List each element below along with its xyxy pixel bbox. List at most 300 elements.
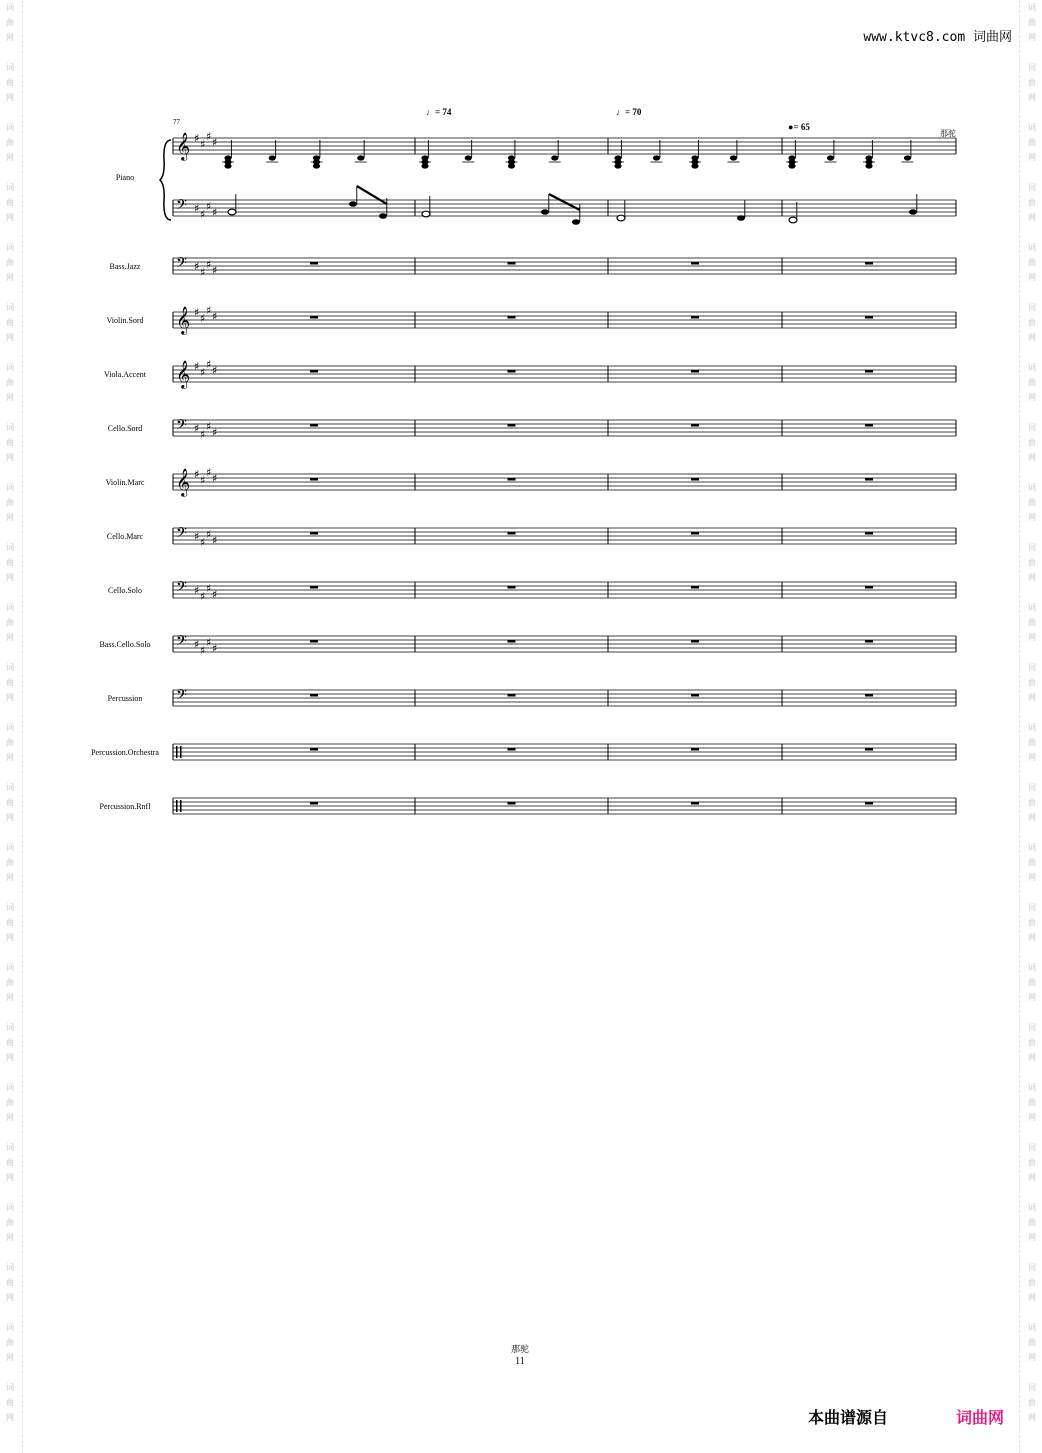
watermark-glyph: 词 bbox=[6, 603, 14, 612]
watermark-glyph: 曲 bbox=[6, 858, 14, 867]
watermark-glyph: 网 bbox=[1028, 1113, 1036, 1122]
instrument-label-piano: Piano bbox=[115, 173, 135, 182]
measure-number: 77 bbox=[173, 118, 180, 126]
note-head bbox=[421, 163, 428, 168]
watermark-glyph: 曲 bbox=[6, 738, 14, 747]
note-head bbox=[349, 201, 357, 207]
watermark-glyph: 网 bbox=[1028, 333, 1036, 342]
bass-clef-icon: 𝄢 bbox=[176, 579, 187, 599]
watermark-glyph: 曲 bbox=[6, 1338, 14, 1347]
note-head bbox=[614, 163, 621, 168]
note-head bbox=[313, 163, 320, 168]
watermark-glyph: 词 bbox=[6, 843, 14, 852]
watermark-glyph: 网 bbox=[1028, 453, 1036, 462]
instrument-label-bass-jazz: Bass.Jazz bbox=[109, 262, 141, 271]
watermark-glyph: 网 bbox=[1028, 813, 1036, 822]
whole-rest bbox=[865, 532, 873, 535]
sharp-icon: ♯ bbox=[194, 360, 200, 373]
watermark-glyph: 网 bbox=[1028, 693, 1036, 702]
whole-rest bbox=[310, 586, 318, 589]
watermark-glyph: 网 bbox=[6, 1413, 14, 1422]
watermark-glyph: 网 bbox=[6, 633, 14, 642]
note-head bbox=[508, 163, 515, 168]
note-head bbox=[224, 163, 231, 168]
sharp-icon: ♯ bbox=[206, 258, 212, 271]
watermark-glyph: 词 bbox=[1028, 783, 1036, 792]
instrument-label-bass-cello-solo: Bass.Cello.Solo bbox=[99, 640, 151, 649]
page-number: 11 bbox=[515, 1356, 525, 1367]
whole-rest bbox=[310, 370, 318, 373]
note-head bbox=[788, 163, 795, 168]
instrument-label-cello-marc: Cello.Marc bbox=[106, 532, 144, 541]
sharp-icon: ♯ bbox=[212, 136, 218, 149]
watermark-glyph: 词 bbox=[6, 363, 14, 372]
sharp-icon: ♯ bbox=[212, 264, 218, 277]
whole-rest bbox=[691, 532, 699, 535]
watermark-glyph: 曲 bbox=[6, 1038, 14, 1047]
watermark-glyph: 网 bbox=[1028, 93, 1036, 102]
watermark-glyph: 网 bbox=[1028, 753, 1036, 762]
watermark-glyph: 词 bbox=[6, 723, 14, 732]
watermark-glyph: 词 bbox=[1028, 363, 1036, 372]
note-head bbox=[737, 215, 745, 221]
instrument-label-percussion-rnfl: Percussion.Rnfl bbox=[99, 802, 151, 811]
sharp-icon: ♯ bbox=[206, 528, 212, 541]
instrument-label-cello-sord: Cello.Sord bbox=[107, 424, 143, 433]
sharp-icon: ♯ bbox=[212, 472, 218, 485]
watermark-glyph: 词 bbox=[6, 1023, 14, 1032]
staff bbox=[173, 197, 956, 221]
whole-rest bbox=[865, 640, 873, 643]
watermark-glyph: 曲 bbox=[6, 438, 14, 447]
perc-bar bbox=[180, 746, 182, 758]
watermark-glyph: 词 bbox=[1028, 243, 1036, 252]
watermark-glyph: 词 bbox=[1028, 1203, 1036, 1212]
sharp-icon: ♯ bbox=[200, 428, 206, 441]
watermark-glyph: 曲 bbox=[1028, 1218, 1036, 1227]
watermark-glyph: 网 bbox=[6, 693, 14, 702]
source-label: 本曲谱源自 bbox=[808, 1408, 889, 1427]
watermark-glyph: 曲 bbox=[1028, 738, 1036, 747]
staff bbox=[173, 358, 956, 389]
watermark-glyph: 词 bbox=[1028, 1023, 1036, 1032]
watermark-glyph: 曲 bbox=[1028, 138, 1036, 147]
watermark-glyph: 网 bbox=[6, 753, 14, 762]
staff bbox=[173, 687, 956, 707]
watermark-glyph: 曲 bbox=[1028, 1278, 1036, 1287]
watermark-glyph: 词 bbox=[6, 1083, 14, 1092]
instrument-label-violin-sord: Violin.Sord bbox=[106, 316, 144, 325]
sharp-icon: ♯ bbox=[200, 266, 206, 279]
whole-rest bbox=[691, 748, 699, 751]
treble-clef-icon: 𝄞 bbox=[176, 360, 191, 388]
bass-clef-icon: 𝄢 bbox=[176, 255, 187, 275]
watermark-glyph: 曲 bbox=[1028, 1158, 1036, 1167]
sharp-icon: ♯ bbox=[194, 422, 200, 435]
sharp-icon: ♯ bbox=[200, 474, 206, 487]
whole-rest bbox=[310, 532, 318, 535]
half-note-icon: ♩ bbox=[426, 107, 435, 117]
note-head bbox=[909, 209, 917, 215]
note-head bbox=[904, 155, 911, 160]
bass-clef-icon: 𝄢 bbox=[176, 197, 187, 217]
note-head bbox=[269, 155, 276, 160]
whole-rest bbox=[691, 424, 699, 427]
watermark-glyph: 曲 bbox=[6, 1278, 14, 1287]
staff bbox=[173, 525, 956, 549]
watermark-glyph: 网 bbox=[6, 513, 14, 522]
watermark-glyph: 网 bbox=[1028, 1173, 1036, 1182]
watermark-glyph: 词 bbox=[6, 1143, 14, 1152]
sharp-icon: ♯ bbox=[212, 642, 218, 655]
watermark-glyph: 曲 bbox=[1028, 18, 1036, 27]
instrument-label-cello-solo: Cello.Solo bbox=[107, 586, 142, 595]
watermark-glyph: 曲 bbox=[1028, 1098, 1036, 1107]
whole-rest bbox=[865, 424, 873, 427]
whole-rest bbox=[310, 640, 318, 643]
watermark-glyph: 词 bbox=[1028, 423, 1036, 432]
watermark-glyph: 网 bbox=[1028, 1413, 1036, 1422]
watermark-glyph: 网 bbox=[6, 213, 14, 222]
watermark-glyph: 网 bbox=[6, 933, 14, 942]
watermark-glyph: 曲 bbox=[6, 258, 14, 267]
note-head bbox=[465, 155, 472, 160]
watermark-glyph: 网 bbox=[6, 393, 14, 402]
watermark-glyph: 词 bbox=[1028, 723, 1036, 732]
whole-rest bbox=[508, 748, 516, 751]
watermark-glyph: 网 bbox=[6, 153, 14, 162]
note-head bbox=[228, 209, 236, 215]
whole-rest bbox=[865, 478, 873, 481]
perc-bar bbox=[180, 800, 182, 812]
whole-rest bbox=[865, 262, 873, 265]
note-head bbox=[730, 155, 737, 160]
watermark-glyph: 词 bbox=[1028, 483, 1036, 492]
watermark-glyph: 网 bbox=[1028, 873, 1036, 882]
watermark-glyph: 曲 bbox=[1028, 618, 1036, 627]
whole-rest bbox=[508, 424, 516, 427]
sharp-icon: ♯ bbox=[200, 644, 206, 657]
sharp-icon: ♯ bbox=[206, 200, 212, 213]
sharp-icon: ♯ bbox=[212, 426, 218, 439]
sharp-icon: ♯ bbox=[206, 130, 212, 143]
watermark-glyph: 网 bbox=[1028, 1053, 1036, 1062]
watermark-glyph: 网 bbox=[6, 1293, 14, 1302]
watermark-glyph: 词 bbox=[6, 1203, 14, 1212]
site-url[interactable]: www.ktvc8.com bbox=[863, 30, 966, 45]
sharp-icon: ♯ bbox=[200, 536, 206, 549]
watermark-glyph: 网 bbox=[6, 1113, 14, 1122]
watermark-glyph: 词 bbox=[1028, 123, 1036, 132]
staff bbox=[173, 579, 956, 603]
instrument-label-percussion-orchestra: Percussion.Orchestra bbox=[91, 748, 159, 757]
staff bbox=[173, 304, 956, 335]
note-head bbox=[653, 155, 660, 160]
watermark-glyph: 曲 bbox=[1028, 678, 1036, 687]
watermark-glyph: 曲 bbox=[6, 678, 14, 687]
watermark-glyph: 曲 bbox=[1028, 438, 1036, 447]
note-head bbox=[572, 219, 580, 225]
watermark-glyph: 网 bbox=[6, 993, 14, 1002]
watermark-glyph: 词 bbox=[1028, 603, 1036, 612]
sharp-icon: ♯ bbox=[200, 366, 206, 379]
watermark-glyph: 曲 bbox=[1028, 1338, 1036, 1347]
sharp-icon: ♯ bbox=[194, 202, 200, 215]
whole-rest bbox=[508, 802, 516, 805]
staff bbox=[173, 255, 956, 279]
watermark-glyph: 词 bbox=[1028, 963, 1036, 972]
watermark-glyph: 词 bbox=[1028, 303, 1036, 312]
watermark-glyph: 曲 bbox=[6, 1398, 14, 1407]
whole-rest bbox=[508, 640, 516, 643]
watermark-glyph: 网 bbox=[1028, 393, 1036, 402]
watermark-glyph: 词 bbox=[6, 483, 14, 492]
source-brand[interactable]: 词曲网 bbox=[956, 1408, 1005, 1427]
watermark-glyph: 网 bbox=[6, 273, 14, 282]
whole-rest bbox=[691, 262, 699, 265]
watermark-glyph: 曲 bbox=[6, 1158, 14, 1167]
sharp-icon: ♯ bbox=[200, 590, 206, 603]
watermark-glyph: 网 bbox=[1028, 993, 1036, 1002]
watermark-glyph: 网 bbox=[1028, 1233, 1036, 1242]
sharp-icon: ♯ bbox=[212, 206, 218, 219]
watermark-glyph: 曲 bbox=[1028, 258, 1036, 267]
whole-rest bbox=[310, 748, 318, 751]
treble-clef-icon: 𝄞 bbox=[176, 132, 191, 160]
watermark-glyph: 词 bbox=[6, 303, 14, 312]
whole-rest bbox=[865, 748, 873, 751]
watermark-glyph: 词 bbox=[1028, 663, 1036, 672]
whole-rest bbox=[508, 586, 516, 589]
watermark-glyph: 词 bbox=[6, 123, 14, 132]
watermark-glyph: 曲 bbox=[6, 318, 14, 327]
site-name: 词曲网 bbox=[972, 30, 1012, 45]
watermark-glyph: 曲 bbox=[6, 618, 14, 627]
whole-rest bbox=[310, 316, 318, 319]
treble-clef-icon: 𝄞 bbox=[176, 468, 191, 496]
sharp-icon: ♯ bbox=[212, 588, 218, 601]
note-head bbox=[789, 217, 797, 223]
staff bbox=[173, 466, 956, 497]
watermark-glyph: 词 bbox=[6, 183, 14, 192]
watermark-glyph: 词 bbox=[6, 783, 14, 792]
watermark-glyph: 词 bbox=[1028, 1263, 1036, 1272]
sharp-icon: ♯ bbox=[212, 364, 218, 377]
whole-rest bbox=[691, 586, 699, 589]
watermark-glyph: 网 bbox=[1028, 213, 1036, 222]
composer-mark-top: 那驼 bbox=[940, 129, 956, 138]
watermark-glyph: 曲 bbox=[1028, 198, 1036, 207]
whole-rest bbox=[865, 316, 873, 319]
sharp-icon: ♯ bbox=[206, 466, 212, 479]
note-head bbox=[357, 155, 364, 160]
tempo-marking-2: ♩= 70 bbox=[616, 107, 642, 117]
watermark-glyph: 网 bbox=[6, 573, 14, 582]
watermark-glyph: 网 bbox=[1028, 1293, 1036, 1302]
watermark-glyph: 曲 bbox=[6, 978, 14, 987]
watermark-glyph: 网 bbox=[1028, 1353, 1036, 1362]
watermark-glyph: 曲 bbox=[1028, 318, 1036, 327]
watermark-glyph: 词 bbox=[6, 1263, 14, 1272]
footer-composer: 那驼 bbox=[510, 1345, 529, 1355]
watermark-glyph: 曲 bbox=[6, 1218, 14, 1227]
watermark-glyph: 词 bbox=[1028, 3, 1036, 12]
watermark-glyph: 网 bbox=[6, 333, 14, 342]
watermark-glyph: 曲 bbox=[1028, 1398, 1036, 1407]
whole-rest bbox=[310, 478, 318, 481]
note-head bbox=[827, 155, 834, 160]
whole-rest bbox=[865, 694, 873, 697]
watermark-glyph: 曲 bbox=[1028, 498, 1036, 507]
watermark-glyph: 曲 bbox=[6, 138, 14, 147]
beam bbox=[357, 186, 387, 204]
sharp-icon: ♯ bbox=[194, 132, 200, 145]
whole-rest bbox=[691, 802, 699, 805]
sharp-icon: ♯ bbox=[194, 584, 200, 597]
watermark-glyph: 曲 bbox=[1028, 78, 1036, 87]
sharp-icon: ♯ bbox=[194, 638, 200, 651]
watermark-glyph: 词 bbox=[1028, 1383, 1036, 1392]
whole-note-icon: ● bbox=[788, 122, 794, 132]
bass-clef-icon: 𝄢 bbox=[176, 633, 187, 653]
watermark-glyph: 网 bbox=[6, 93, 14, 102]
whole-rest bbox=[508, 262, 516, 265]
note-head bbox=[691, 163, 698, 168]
watermark-glyph: 曲 bbox=[1028, 558, 1036, 567]
watermark-glyph: 曲 bbox=[1028, 978, 1036, 987]
whole-rest bbox=[691, 640, 699, 643]
sharp-icon: ♯ bbox=[200, 312, 206, 325]
whole-rest bbox=[310, 424, 318, 427]
watermark-glyph: 网 bbox=[6, 1053, 14, 1062]
staff bbox=[173, 744, 956, 760]
sharp-icon: ♯ bbox=[206, 636, 212, 649]
watermark-glyph: 词 bbox=[1028, 543, 1036, 552]
sharp-icon: ♯ bbox=[212, 310, 218, 323]
sharp-icon: ♯ bbox=[206, 304, 212, 317]
watermark-glyph: 曲 bbox=[1028, 378, 1036, 387]
watermark-glyph: 网 bbox=[6, 1233, 14, 1242]
sharp-icon: ♯ bbox=[194, 468, 200, 481]
sharp-icon: ♯ bbox=[206, 420, 212, 433]
tempo-marking-3: ●= 65 bbox=[788, 122, 810, 132]
staff bbox=[173, 798, 956, 814]
watermark-glyph: 曲 bbox=[6, 798, 14, 807]
watermark-glyph: 词 bbox=[6, 63, 14, 72]
instrument-label-viola-accent: Viola.Accent bbox=[104, 370, 146, 379]
watermark-glyph: 网 bbox=[6, 1173, 14, 1182]
watermark-glyph: 词 bbox=[6, 1323, 14, 1332]
note-head bbox=[379, 213, 387, 219]
watermark-glyph: 曲 bbox=[1028, 918, 1036, 927]
whole-rest bbox=[691, 694, 699, 697]
note-head bbox=[541, 209, 549, 215]
whole-rest bbox=[865, 586, 873, 589]
sharp-icon: ♯ bbox=[212, 534, 218, 547]
sharp-icon: ♯ bbox=[200, 208, 206, 221]
watermark-glyph: 曲 bbox=[1028, 798, 1036, 807]
staff bbox=[173, 417, 956, 441]
watermark-glyph: 词 bbox=[6, 243, 14, 252]
sharp-icon: ♯ bbox=[206, 582, 212, 595]
whole-rest bbox=[310, 694, 318, 697]
watermark-glyph: 网 bbox=[1028, 153, 1036, 162]
sharp-icon: ♯ bbox=[194, 530, 200, 543]
whole-rest bbox=[508, 316, 516, 319]
watermark-glyph: 网 bbox=[6, 33, 14, 42]
staff-system bbox=[173, 130, 956, 814]
watermark-glyph: 曲 bbox=[6, 918, 14, 927]
watermark-glyph: 曲 bbox=[1028, 1038, 1036, 1047]
whole-rest bbox=[508, 694, 516, 697]
note-head bbox=[422, 211, 430, 217]
watermark-glyph: 网 bbox=[6, 453, 14, 462]
note-head bbox=[865, 163, 872, 168]
watermark-glyph: 词 bbox=[6, 543, 14, 552]
whole-rest bbox=[691, 478, 699, 481]
watermark-glyph: 曲 bbox=[6, 558, 14, 567]
watermark-glyph: 网 bbox=[6, 813, 14, 822]
watermark-glyph: 词 bbox=[6, 663, 14, 672]
watermark-glyph: 网 bbox=[1028, 513, 1036, 522]
watermark-glyph: 词 bbox=[6, 423, 14, 432]
watermark-glyph: 网 bbox=[6, 873, 14, 882]
whole-rest bbox=[691, 370, 699, 373]
whole-rest bbox=[508, 370, 516, 373]
watermark-glyph: 词 bbox=[1028, 843, 1036, 852]
treble-clef-icon: 𝄞 bbox=[176, 306, 191, 334]
note-head bbox=[617, 215, 625, 221]
watermark-glyph: 词 bbox=[6, 1383, 14, 1392]
watermark-glyph: 网 bbox=[1028, 273, 1036, 282]
bass-clef-icon: 𝄢 bbox=[176, 687, 187, 707]
half-note-icon: ♩ bbox=[616, 107, 625, 117]
whole-rest bbox=[865, 370, 873, 373]
watermark-glyph: 词 bbox=[6, 963, 14, 972]
watermark-glyph: 词 bbox=[1028, 903, 1036, 912]
watermark-glyph: 网 bbox=[1028, 933, 1036, 942]
watermark-glyph: 曲 bbox=[6, 198, 14, 207]
watermark-glyph: 词 bbox=[1028, 183, 1036, 192]
whole-rest bbox=[508, 532, 516, 535]
sharp-icon: ♯ bbox=[206, 358, 212, 371]
watermark-glyph: 网 bbox=[1028, 33, 1036, 42]
sharp-icon: ♯ bbox=[194, 306, 200, 319]
sharp-icon: ♯ bbox=[200, 138, 206, 151]
watermark-glyph: 曲 bbox=[6, 378, 14, 387]
watermark-glyph: 曲 bbox=[6, 18, 14, 27]
instrument-label-violin-marc: Violin.Marc bbox=[105, 478, 145, 487]
tempo-marking-1: ♩= 74 bbox=[426, 107, 452, 117]
bass-clef-icon: 𝄢 bbox=[176, 417, 187, 437]
watermark-glyph: 网 bbox=[6, 1353, 14, 1362]
watermark-glyph: 曲 bbox=[1028, 858, 1036, 867]
instrument-label-percussion: Percussion bbox=[107, 694, 143, 703]
bass-clef-icon: 𝄢 bbox=[176, 525, 187, 545]
watermark-glyph: 词 bbox=[1028, 1143, 1036, 1152]
watermark-glyph: 曲 bbox=[6, 498, 14, 507]
watermark-glyph: 词 bbox=[6, 3, 14, 12]
staff bbox=[173, 633, 956, 657]
watermark-glyph: 词 bbox=[1028, 1083, 1036, 1092]
note-head bbox=[551, 155, 558, 160]
whole-rest bbox=[310, 802, 318, 805]
watermark-glyph: 词 bbox=[6, 903, 14, 912]
watermark-glyph: 词 bbox=[1028, 63, 1036, 72]
whole-rest bbox=[310, 262, 318, 265]
staff bbox=[173, 130, 956, 161]
whole-rest bbox=[508, 478, 516, 481]
